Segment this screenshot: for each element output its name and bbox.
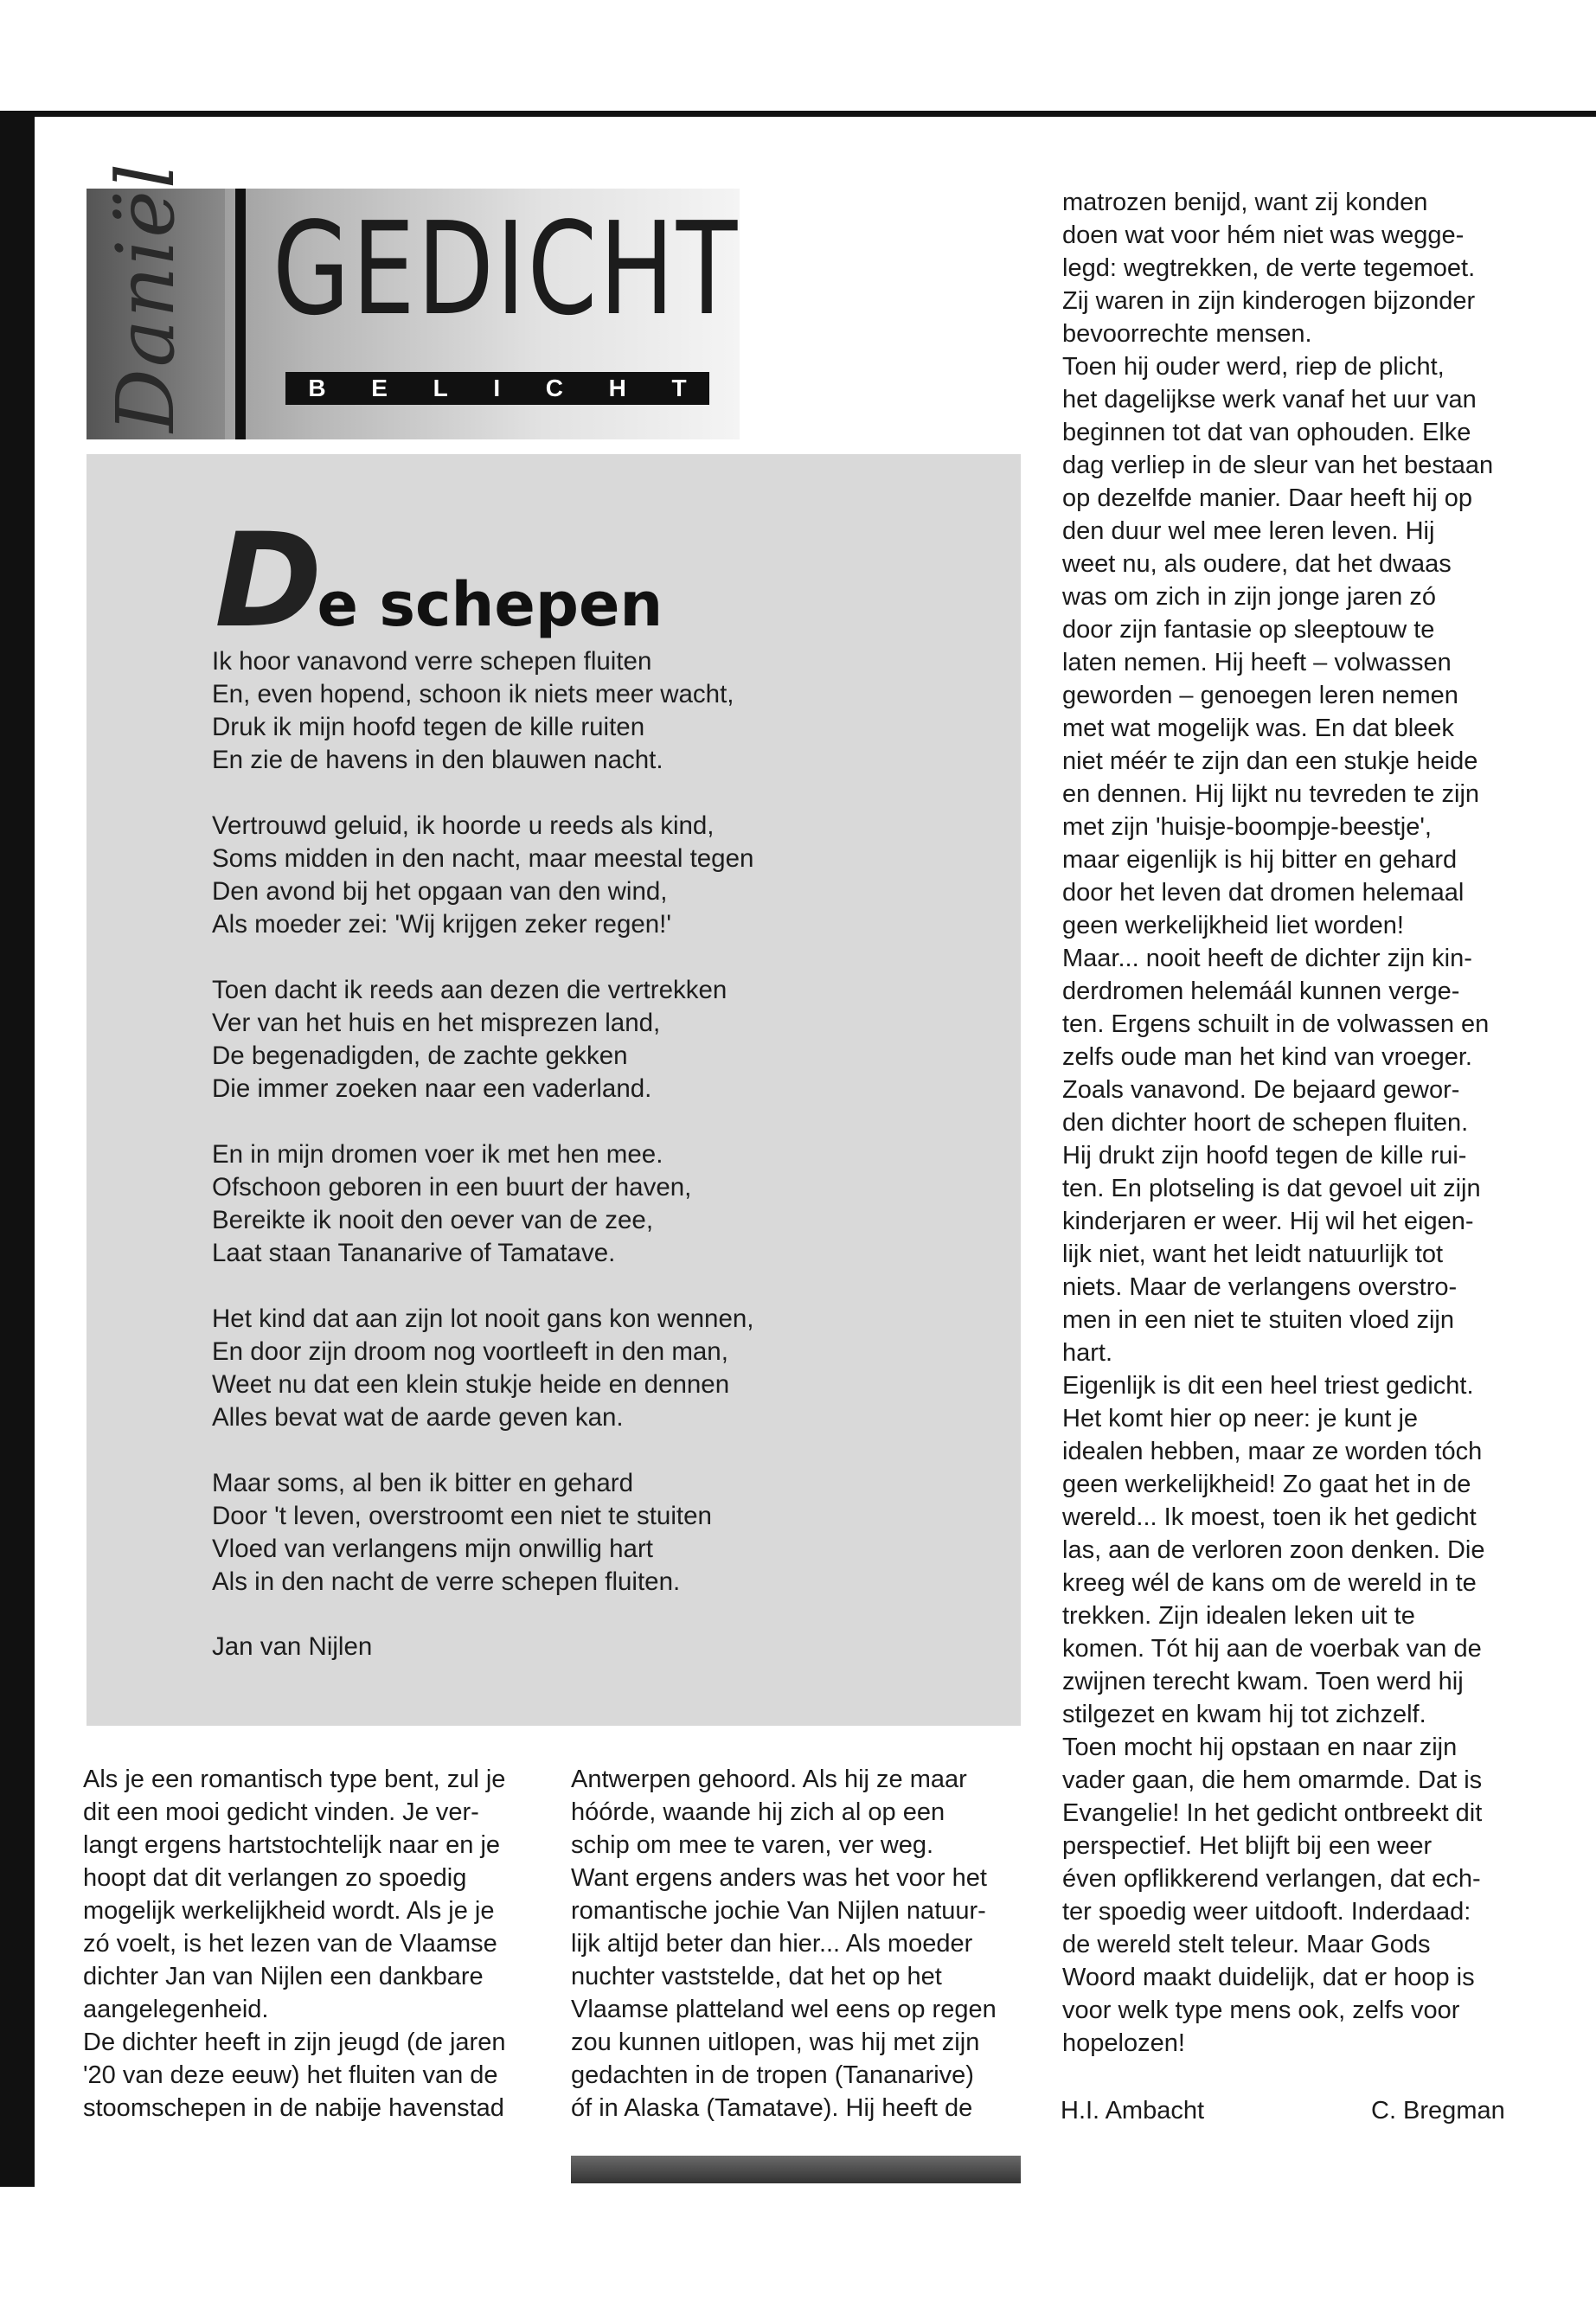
poem-line: Ofschoon geboren in een buurt der haven, — [212, 1173, 692, 1202]
article-line: legd: wegtrekken, de verte tegemoet. — [1062, 254, 1476, 282]
signature-place: H.I. Ambacht — [1061, 2097, 1205, 2125]
subtitle-letter: L — [433, 375, 448, 401]
header-title: GEDICHT — [272, 195, 740, 343]
article-line: geen werkelijkheid! Zo gaat het in de — [1062, 1471, 1471, 1498]
article-line: Toen hij ouder werd, riep de plicht, — [1062, 353, 1445, 381]
article-line: lijk altijd beter dan hier... Als moeder — [571, 1930, 973, 1958]
article-line: derdromen helemáál kunnen verge- — [1062, 977, 1460, 1005]
article-line: was om zich in zijn jonge jaren zó — [1062, 583, 1436, 611]
article-line: mogelijk werkelijkheid wordt. Als je je — [83, 1897, 495, 1925]
article-line: Als je een romantisch type bent, zul je — [83, 1766, 506, 1793]
subtitle-letter: I — [493, 375, 501, 401]
article-line: met wat mogelijk was. En dat bleek — [1062, 715, 1454, 742]
article-line: matrozen benijd, want zij konden — [1062, 189, 1428, 216]
signature-author: C. Bregman — [1371, 2097, 1505, 2125]
article-line: vader gaan, die hem omarmde. Dat is — [1062, 1766, 1483, 1794]
article-line: ter spoedig weer uitdooft. Inderdaad: — [1062, 1898, 1471, 1926]
article-line: het dagelijkse werk vanaf het uur van — [1062, 386, 1477, 413]
article-line: dit een mooi gedicht vinden. Je ver- — [83, 1798, 479, 1826]
poem-line: Als in den nacht de verre schepen fluiten. — [212, 1567, 681, 1596]
poem-line: Door 't leven, overstroomt een niet te stuiten — [212, 1502, 712, 1530]
article-column-1 — [83, 1763, 542, 2125]
article-line: Zoals vanavond. De bejaard gewor- — [1062, 1076, 1460, 1104]
article-line: zó voelt, is het lezen van de Vlaamse — [83, 1930, 497, 1958]
article-line: komen. Tót hij aan de voerbak van de — [1062, 1635, 1482, 1663]
article-line: Toen mocht hij opstaan en naar zijn — [1062, 1734, 1458, 1761]
poem-author: Jan van Nijlen — [212, 1632, 373, 1661]
poem-title-initial: D — [215, 506, 323, 657]
article-line: doen wat voor hém niet was wegge- — [1062, 221, 1465, 249]
poem-line: Het kind dat aan zijn lot nooit gans kon wennen, — [212, 1304, 754, 1333]
poem-stanza — [212, 974, 990, 1106]
article-line: voor welk type mens ook, zelfs voor — [1062, 1997, 1460, 2024]
poem-line: Maar soms, al ben ik bitter en gehard — [212, 1469, 633, 1497]
article-line: stoomschepen in de nabije havenstad — [83, 2094, 504, 2122]
article-line: Woord maakt duidelijk, dat er hoop is — [1062, 1964, 1475, 1991]
poem-line: Weet nu dat een klein stukje heide en dennen — [212, 1370, 730, 1399]
article-line: zelfs oude man het kind van vroeger. — [1062, 1043, 1472, 1071]
article-line: Zij waren in zijn kinderogen bijzonder — [1062, 287, 1476, 315]
article-line: Maar... nooit heeft de dichter zijn kin- — [1062, 945, 1472, 972]
poem-line: Druk ik mijn hoofd tegen de kille ruiten — [212, 713, 645, 741]
article-line: dichter Jan van Nijlen een dankbare — [83, 1963, 484, 1990]
poem-line: En, even hopend, schoon ik niets meer wacht, — [212, 680, 734, 708]
article-line: ten. Ergens schuilt in de volwassen en — [1062, 1010, 1490, 1038]
article-line: hart. — [1062, 1339, 1113, 1367]
article-line: dag verliep in de sleur van het bestaan — [1062, 452, 1494, 479]
article-line: de wereld stelt teleur. Maar Gods — [1062, 1931, 1431, 1958]
article-line: las, aan de verloren zoon denken. Die — [1062, 1536, 1485, 1564]
article-line: weet nu, als oudere, dat het dwaas — [1062, 550, 1452, 578]
article-line: den duur wel mee leren leven. Hij — [1062, 517, 1435, 545]
article-line: óf in Alaska (Tamatave). Hij heeft de — [571, 2094, 973, 2122]
article-line: romantische jochie Van Nijlen natuur- — [571, 1897, 986, 1925]
article-line: op dezelfde manier. Daar heeft hij op — [1062, 484, 1472, 512]
poem-stanza — [212, 1303, 990, 1434]
header-script-name: Daniël — [99, 161, 192, 433]
article-line: Vlaamse platteland wel eens op regen — [571, 1996, 997, 2023]
poem-line: Die immer zoeken naar een vaderland. — [212, 1074, 652, 1103]
poem-line: Vloed van verlangens mijn onwillig hart — [212, 1535, 653, 1563]
article-line: trekken. Zijn idealen leken uit te — [1062, 1602, 1415, 1630]
article-column-2 — [571, 1763, 1021, 2125]
poem-line: Ik hoor vanavond verre schepen fluiten — [212, 647, 652, 676]
article-line: kinderjaren er weer. Hij wil het eigen- — [1062, 1208, 1474, 1235]
poem-stanza — [212, 1467, 990, 1599]
article-line: hóórde, waande hij zich al op een — [571, 1798, 945, 1826]
article-line: Antwerpen gehoord. Als hij ze maar — [571, 1766, 967, 1793]
scan-top-edge — [0, 111, 1596, 117]
article-line: kreeg wél de kans om de wereld in te — [1062, 1569, 1477, 1597]
subtitle-letter: E — [371, 375, 388, 401]
article-line: Het komt hier op neer: je kunt je — [1062, 1405, 1419, 1433]
article-line: door het leven dat dromen helemaal — [1062, 879, 1465, 907]
article-line: men in een niet te stuiten vloed zijn — [1062, 1306, 1454, 1334]
scan-left-edge — [0, 111, 35, 2187]
article-line: perspectief. Het blijft bij een weer — [1062, 1832, 1433, 1860]
article-line: zwijnen terecht kwam. Toen werd hij — [1062, 1668, 1464, 1695]
poem-line: En zie de havens in den blauwen nacht. — [212, 746, 663, 774]
poem-line: Bereikte ik nooit den oever van de zee, — [212, 1206, 654, 1234]
article-line: den dichter hoort de schepen fluiten. — [1062, 1109, 1469, 1137]
article-line: maar eigenlijk is hij bitter en gehard — [1062, 846, 1458, 874]
article-line: '20 van deze eeuw) het fluiten van de — [83, 2061, 498, 2089]
article-line: hopelozen! — [1062, 2029, 1185, 2057]
article-line: geworden – genoegen leren nemen — [1062, 682, 1458, 709]
header-subtitle-strip — [285, 372, 709, 405]
article-line: bevoorrechte mensen. — [1062, 320, 1312, 348]
poem-line: Als moeder zei: 'Wij krijgen zeker regen!' — [212, 910, 671, 939]
article-line: door zijn fantasie op sleeptouw te — [1062, 616, 1435, 644]
article-line: met zijn 'huisje-boompje-beestje', — [1062, 813, 1432, 841]
header-divider — [235, 189, 246, 439]
article-line: ten. En plotseling is dat gevoel uit zijn — [1062, 1175, 1481, 1202]
article-line: niet méér te zijn dan een stukje heide — [1062, 747, 1478, 775]
article-line: en dennen. Hij lijkt nu tevreden te zijn — [1062, 780, 1480, 808]
article-line: zou kunnen uitlopen, was hij met zijn — [571, 2029, 980, 2056]
poem-line: En in mijn dromen voer ik met hen mee. — [212, 1140, 663, 1169]
article-line: idealen hebben, maar ze worden tóch — [1062, 1438, 1483, 1465]
subtitle-letter: B — [308, 375, 326, 401]
article-line: niets. Maar de verlangens overstro- — [1062, 1273, 1458, 1301]
article-line: aangelegenheid. — [83, 1996, 269, 2023]
poem-line: Laat staan Tananarive of Tamatave. — [212, 1239, 616, 1267]
poem-title-rest: e schepen — [317, 569, 663, 640]
article-line: nuchter vaststelde, dat het op het — [571, 1963, 942, 1990]
page-number-bar — [571, 2156, 1021, 2183]
article-line: beginnen tot dat van ophouden. Elke — [1062, 419, 1471, 446]
poem-line: En door zijn droom nog voortleeft in den man, — [212, 1337, 728, 1366]
article-line: Eigenlijk is dit een heel triest gedicht. — [1062, 1372, 1474, 1400]
article-line: hoopt dat dit verlangen zo spoedig — [83, 1864, 467, 1892]
subtitle-letter: C — [545, 375, 563, 401]
article-line: Want ergens anders was het voor het — [571, 1864, 987, 1892]
subtitle-letter: H — [608, 375, 626, 401]
poem-line: De begenadigden, de zachte gekken — [212, 1042, 628, 1070]
subtitle-letter: T — [671, 375, 687, 401]
article-line: lijk niet, want het leidt natuurlijk tot — [1062, 1240, 1444, 1268]
article-line: De dichter heeft in zijn jeugd (de jaren — [83, 2029, 506, 2056]
article-line: Hij drukt zijn hoofd tegen de kille rui- — [1062, 1142, 1467, 1170]
poem-line: Soms midden in den nacht, maar meestal tegen — [212, 844, 754, 873]
article-line: geen werkelijkheid liet worden! — [1062, 912, 1404, 939]
article-line: schip om mee te varen, ver weg. — [571, 1831, 934, 1859]
poem-line: Ver van het huis en het misprezen land, — [212, 1009, 661, 1037]
poem-stanza — [212, 810, 990, 941]
poem-title — [215, 506, 663, 657]
poem-stanza — [212, 645, 990, 777]
poem-line: Toen dacht ik reeds aan dezen die vertrekken — [212, 976, 727, 1004]
poem-line: Vertrouwd geluid, ik hoorde u reeds als kind, — [212, 811, 715, 840]
article-column-3 — [1062, 186, 1512, 2060]
poem-stanza — [212, 1138, 990, 1270]
article-line: stilgezet en kwam hij tot zichzelf. — [1062, 1701, 1426, 1728]
article-line: éven opflikkerend verlangen, dat ech- — [1062, 1865, 1481, 1893]
article-line: langt ergens hartstochtelijk naar en je — [83, 1831, 501, 1859]
article-line: Evangelie! In het gedicht ontbreekt dit — [1062, 1799, 1483, 1827]
article-line: wereld... Ik moest, toen ik het gedicht — [1062, 1503, 1477, 1531]
article-line: gedachten in de tropen (Tananarive) — [571, 2061, 974, 2089]
article-line: laten nemen. Hij heeft – volwassen — [1062, 649, 1452, 676]
poem-line: Alles bevat wat de aarde geven kan. — [212, 1403, 624, 1432]
poem-line: Den avond bij het opgaan van den wind, — [212, 877, 668, 906]
